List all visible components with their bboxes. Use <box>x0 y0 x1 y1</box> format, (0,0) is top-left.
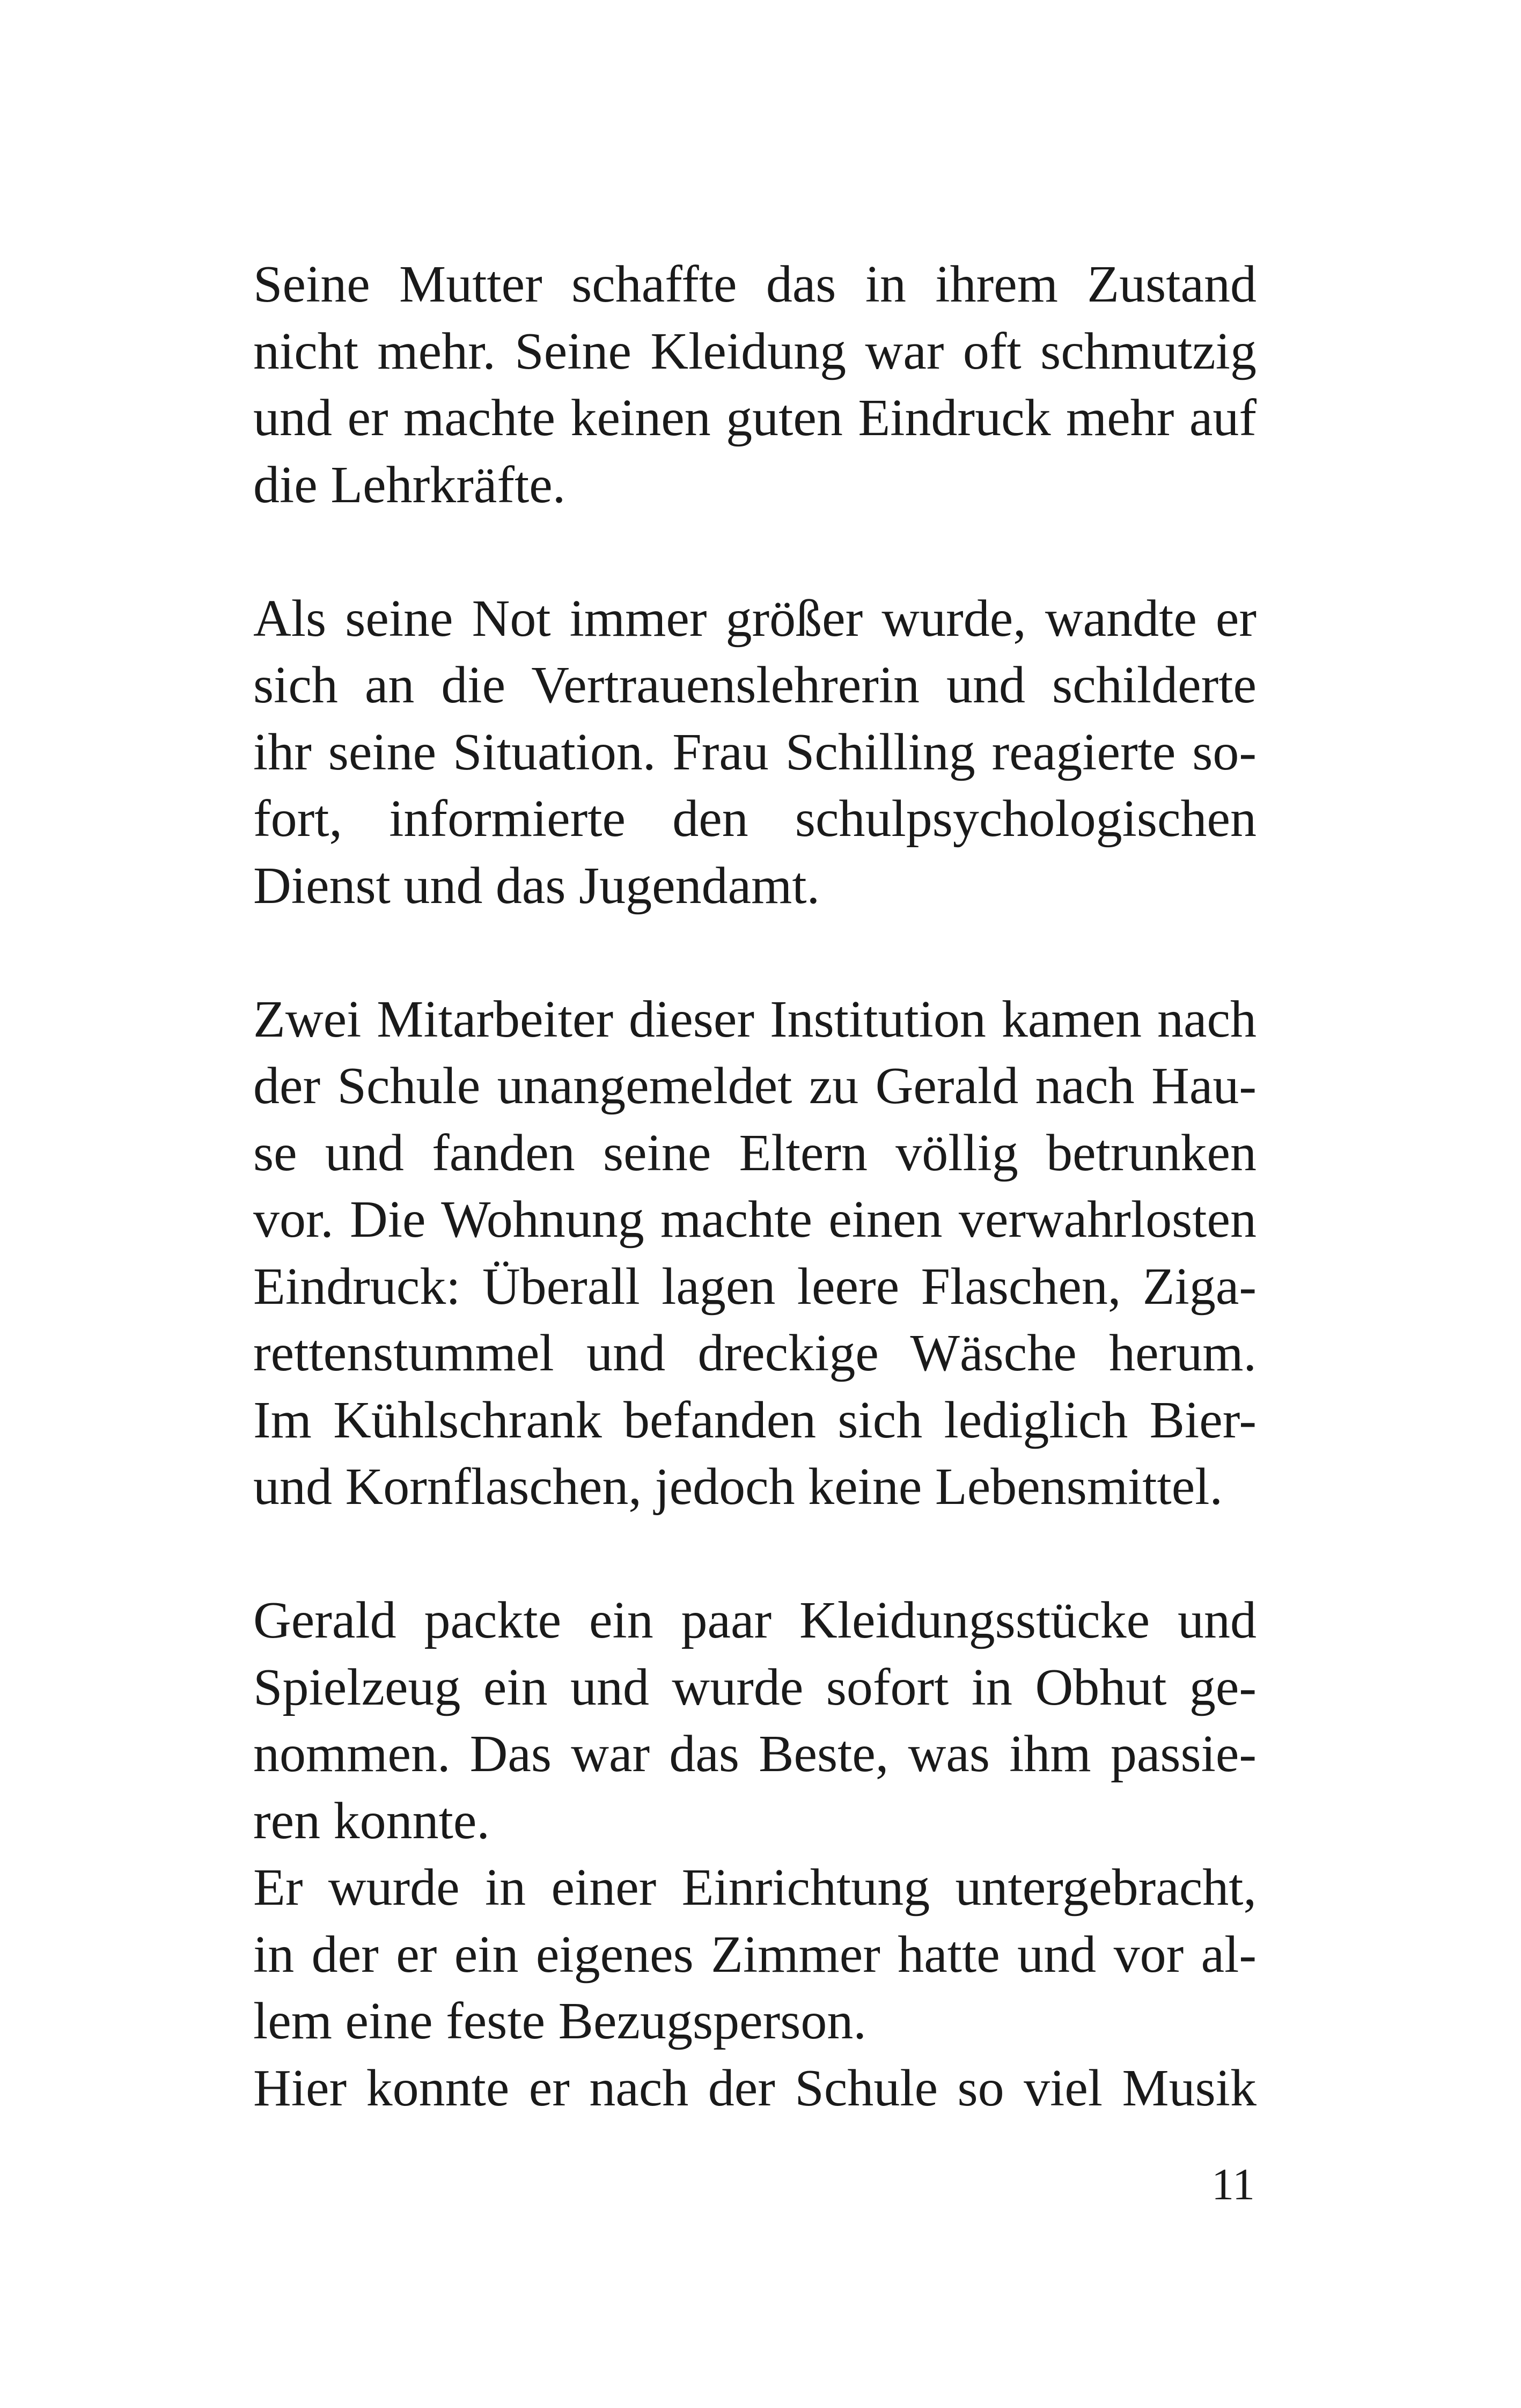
text-line: Dienst und das Jugendamt. <box>253 856 820 915</box>
text-line: Im Kühlschrank befanden sich lediglich Bier- <box>253 1391 1257 1449</box>
text-line: vor. Die Wohnung machte einen verwahrlosten <box>253 1191 1257 1249</box>
paragraph-gap <box>253 518 1257 585</box>
text-line: Seine Mutter schaffte das in ihrem Zustand <box>253 255 1257 313</box>
text-line: lem eine feste Bezugsperson. <box>253 1992 866 2050</box>
text-line: fort, informierte den schulpsychologischen <box>253 790 1257 848</box>
text-line: ren konnte. <box>253 1792 490 1850</box>
text-line: se und fanden seine Eltern völlig betrunken <box>253 1124 1257 1182</box>
text-line: ihr seine Situation. Frau Schilling reagierte so- <box>253 723 1257 781</box>
text-line: nommen. Das war das Beste, was ihm passie- <box>253 1725 1257 1783</box>
paragraph-gap <box>253 1521 1257 1588</box>
text-line: sich an die Vertrauenslehrerin und schilderte <box>253 656 1257 714</box>
body-text <box>253 251 1257 2121</box>
text-line: Als seine Not immer größer wurde, wandte er <box>253 589 1257 648</box>
text-line: Eindruck: Überall lagen leere Flaschen, Ziga- <box>253 1257 1257 1316</box>
paragraph-gap <box>253 919 1257 986</box>
text-line: Hier konnte er nach der Schule so viel Musik <box>253 2059 1257 2117</box>
text-line: und Kornflaschen, jedoch keine Lebensmittel. <box>253 1458 1223 1516</box>
text-line: in der er ein eigenes Zimmer hatte und vor al- <box>253 1925 1257 1984</box>
text-line: Er wurde in einer Einrichtung untergebracht, <box>253 1859 1257 1917</box>
text-line: Spielzeug ein und wurde sofort in Obhut ge- <box>253 1658 1257 1716</box>
text-line: Zwei Mitarbeiter dieser Institution kamen nach <box>253 990 1257 1048</box>
text-line: Gerald packte ein paar Kleidungsstücke und <box>253 1591 1257 1649</box>
text-line: nicht mehr. Seine Kleidung war oft schmutzig <box>253 322 1257 380</box>
text-line: rettenstummel und dreckige Wäsche herum. <box>253 1324 1257 1382</box>
text-line: der Schule unangemeldet zu Gerald nach Hau- <box>253 1057 1257 1115</box>
text-line: und er machte keinen guten Eindruck mehr auf <box>253 389 1257 447</box>
page-number: 11 <box>1211 2160 1255 2209</box>
text-line: die Lehrkräfte. <box>253 456 566 514</box>
